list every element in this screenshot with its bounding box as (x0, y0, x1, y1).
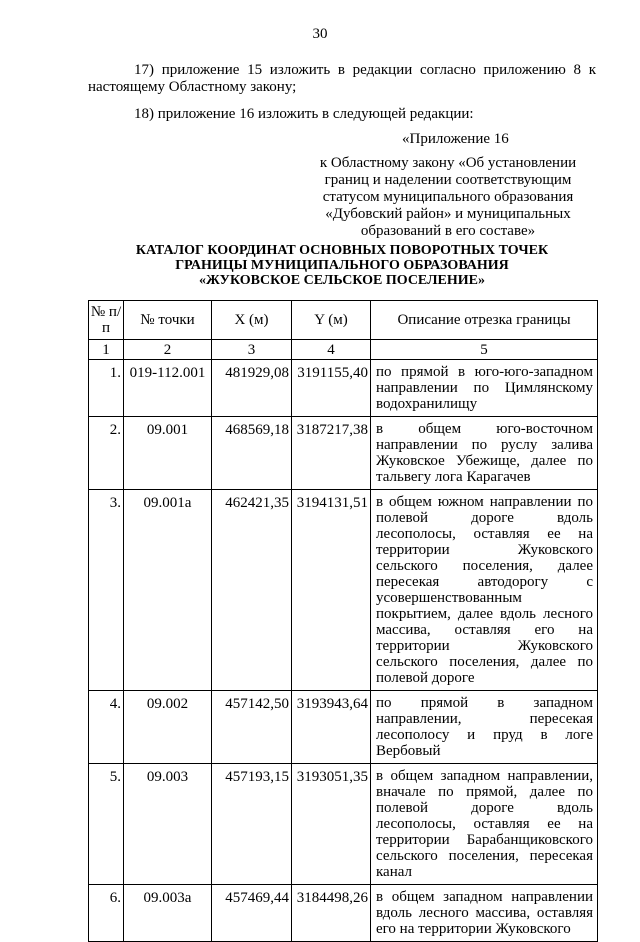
row-num: 1. (89, 360, 124, 417)
row-num: 6. (89, 885, 124, 942)
row-point: 019-112.001 (124, 360, 212, 417)
row-y: 3193051,35 (292, 764, 371, 885)
table-row (89, 490, 598, 691)
column-number-row (89, 340, 598, 360)
row-x: 457193,15 (212, 764, 292, 885)
table-header-row (89, 301, 598, 340)
appendix-title: «Приложение 16 (402, 131, 509, 147)
row-point: 09.001 (124, 417, 212, 490)
header-point: № точки (124, 301, 212, 340)
row-desc: в общем западном направлении, вначале по прямой, далее по полевой дороге вдоль лесополосы, оставляя ее на территории Барабанщиковского сельского поселения, пересекая канал (371, 764, 598, 885)
table-row (89, 417, 598, 490)
row-point: 09.001а (124, 490, 212, 691)
row-num: 4. (89, 691, 124, 764)
row-num: 2. (89, 417, 124, 490)
row-num: 3. (89, 490, 124, 691)
header-num: № п/п (89, 301, 124, 340)
table-row (89, 360, 598, 417)
coordinates-table (88, 300, 598, 942)
column-number: 4 (292, 340, 371, 360)
row-desc: по прямой в западном направлении, пересекая лесополосу и пруд в логе Вербовый (371, 691, 598, 764)
row-x: 481929,08 (212, 360, 292, 417)
row-x: 457142,50 (212, 691, 292, 764)
row-desc: по прямой в юго-юго-западном направлении по Цимлянскому водохранилищу (371, 360, 598, 417)
header-x: X (м) (212, 301, 292, 340)
row-y: 3193943,64 (292, 691, 371, 764)
row-x: 462421,35 (212, 490, 292, 691)
row-y: 3194131,51 (292, 490, 371, 691)
column-number: 3 (212, 340, 292, 360)
row-desc: в общем западном направлении вдоль лесного массива, оставляя его на территории Жуковского (371, 885, 598, 942)
catalog-title-line-1: КАТАЛОГ КООРДИНАТ ОСНОВНЫХ ПОВОРОТНЫХ ТОЧЕК (135, 243, 549, 258)
row-y: 3191155,40 (292, 360, 371, 417)
column-number: 2 (124, 340, 212, 360)
row-point: 09.002 (124, 691, 212, 764)
column-number: 5 (371, 340, 598, 360)
row-desc: в общем юго-восточном направлении по руслу залива Жуковское Убежище, далее по тальвегу лога Карагачев (371, 417, 598, 490)
row-point: 09.003а (124, 885, 212, 942)
catalog-title (88, 243, 596, 288)
row-desc: в общем южном направлении по полевой дороге вдоль лесополосы, оставляя ее на территории Жуковского сельского поселения, далее пересекая автодорогу с усовершенствованным покрытием, далее вдоль лесного массива, оставляя его на территории Жуковского сельского поселения, далее по полевой дороге (371, 490, 598, 691)
header-desc: Описание отрезка границы (371, 301, 598, 340)
column-number: 1 (89, 340, 124, 360)
appendix-header (300, 131, 596, 240)
catalog-title-line-3: «ЖУКОВСКОЕ СЕЛЬСКОЕ ПОСЕЛЕНИЕ» (199, 273, 485, 288)
table-row (89, 764, 598, 885)
row-x: 457469,44 (212, 885, 292, 942)
row-y: 3187217,38 (292, 417, 371, 490)
row-y: 3184498,26 (292, 885, 371, 942)
table-row (89, 885, 598, 942)
table-row (89, 691, 598, 764)
paragraph-item-17: 17) приложение 15 изложить в редакции согласно приложению 8 к настоящему Областному закону; (88, 62, 596, 95)
catalog-title-line-2: ГРАНИЦЫ МУНИЦИПАЛЬНОГО ОБРАЗОВАНИЯ (175, 258, 509, 273)
row-num: 5. (89, 764, 124, 885)
header-y: Y (м) (292, 301, 371, 340)
row-point: 09.003 (124, 764, 212, 885)
appendix-body: к Областному закону «Об установлении границ и наделении соответствующим статусом муниципального образования «Дубовский район» и муниципальных образований в его составе» (319, 155, 577, 239)
page-number: 30 (312, 26, 328, 42)
paragraph-item-18: 18) приложение 16 изложить в следующей редакции: (134, 106, 474, 122)
row-x: 468569,18 (212, 417, 292, 490)
